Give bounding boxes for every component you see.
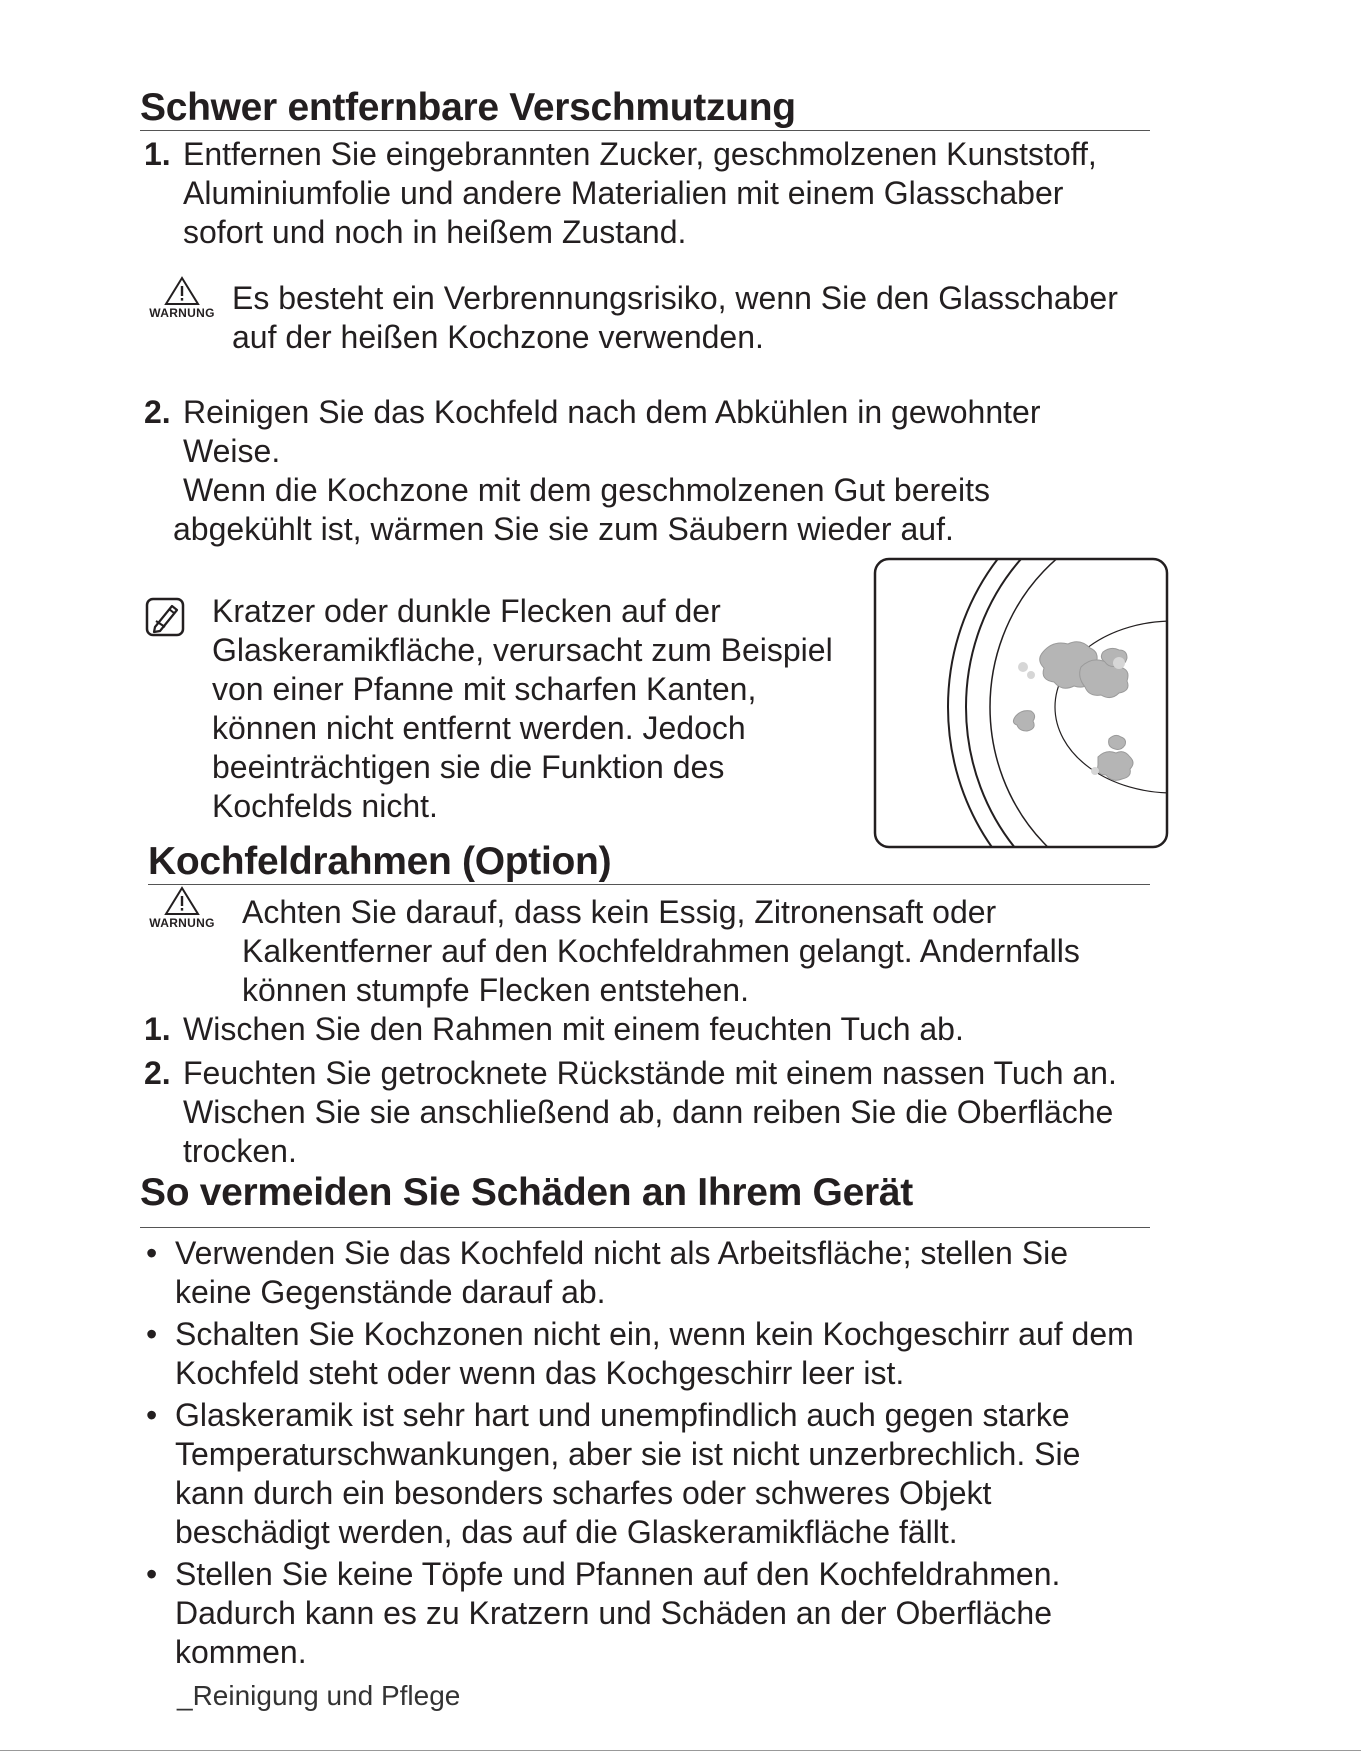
bullet-text-line: Verwenden Sie das Kochfeld nicht als Arbeitsfläche; stellen Sie: [175, 1235, 1068, 1271]
step-text-line: Aluminiumfolie und andere Materialien mit einem Glasschaber: [183, 175, 1064, 211]
section-rule: [140, 130, 1150, 131]
bullet-text-line: Stellen Sie keine Töpfe und Pfannen auf den Kochfeldrahmen.: [175, 1556, 1061, 1592]
warning-text-line: auf der heißen Kochzone verwenden.: [232, 319, 764, 355]
warning-triangle-icon: [142, 276, 222, 326]
step-text-line: Entfernen Sie eingebrannten Zucker, geschmolzenen Kunststoff,: [183, 136, 1097, 172]
page-footer: _Reinigung und Pflege: [177, 1680, 461, 1711]
note-text-line: Kratzer oder dunkle Flecken auf der: [212, 593, 721, 629]
warning-text-line: können stumpfe Flecken entstehen.: [242, 972, 749, 1008]
bullet-text-line: kommen.: [175, 1634, 307, 1670]
section-title: Kochfeldrahmen (Option): [148, 840, 612, 883]
bullet-text-line: Glaskeramik ist sehr hart und unempfindlich auch gegen starke: [175, 1397, 1070, 1433]
page-bottom-rule: [0, 1750, 1361, 1751]
warning-label: WARNUNG: [149, 306, 215, 320]
bullet-marker: •: [146, 1556, 158, 1592]
warning-triangle-icon: [142, 886, 222, 936]
step-text-line: abgekühlt ist, wärmen Sie sie zum Säubern wieder auf.: [173, 511, 954, 547]
bullet-text-line: Temperaturschwankungen, aber sie ist nicht unzerbrechlich. Sie: [175, 1436, 1081, 1472]
note-text-line: beeinträchtigen sie die Funktion des: [212, 749, 725, 785]
warning-text-line: Kalkentferner auf den Kochfeldrahmen gelangt. Andernfalls: [242, 933, 1080, 969]
section-title: So vermeiden Sie Schäden an Ihrem Gerät: [140, 1171, 913, 1214]
step-text-line: Reinigen Sie das Kochfeld nach dem Abkühlen in gewohnter: [183, 394, 1041, 430]
step-text-line: Wischen Sie sie anschließend ab, dann reiben Sie die Oberfläche: [183, 1094, 1114, 1130]
bullet-text-line: kann durch ein besonders scharfes oder schweres Objekt: [175, 1475, 992, 1511]
step-text-line: trocken.: [183, 1133, 297, 1169]
step-number: 2.: [144, 394, 171, 430]
step-text-line: Wenn die Kochzone mit dem geschmolzenen Gut bereits: [183, 472, 990, 508]
bullet-text-line: Schalten Sie Kochzonen nicht ein, wenn kein Kochgeschirr auf dem: [175, 1316, 1134, 1352]
cooktop-stains-illustration: [873, 557, 1169, 849]
bullet-marker: •: [146, 1397, 158, 1433]
section-rule: [140, 1227, 1150, 1228]
bullet-marker: •: [146, 1235, 158, 1271]
note-text-line: von einer Pfanne mit scharfen Kanten,: [212, 671, 757, 707]
bullet-marker: •: [146, 1316, 158, 1352]
warning-text-line: Es besteht ein Verbrennungsrisiko, wenn Sie den Glasschaber: [232, 280, 1118, 316]
note-text-line: können nicht entfernt werden. Jedoch: [212, 710, 746, 746]
step-number: 1.: [144, 136, 171, 172]
note-text-line: Glaskeramikfläche, verursacht zum Beispiel: [212, 632, 833, 668]
step-text-line: Wischen Sie den Rahmen mit einem feuchten Tuch ab.: [183, 1011, 964, 1047]
step-text-line: Feuchten Sie getrocknete Rückstände mit einem nassen Tuch an.: [183, 1055, 1117, 1091]
section-title: Schwer entfernbare Verschmutzung: [140, 86, 796, 129]
bullet-text-line: Dadurch kann es zu Kratzern und Schäden an der Oberfläche: [175, 1595, 1052, 1631]
note-text-line: Kochfelds nicht.: [212, 788, 438, 824]
step-number: 2.: [144, 1055, 171, 1091]
step-text-line: sofort und noch in heißem Zustand.: [183, 214, 687, 250]
bullet-text-line: Kochfeld steht oder wenn das Kochgeschirr leer ist.: [175, 1355, 905, 1391]
bullet-text-line: keine Gegenstände darauf ab.: [175, 1274, 606, 1310]
section-rule: [148, 884, 1150, 885]
note-pencil-icon: [145, 597, 185, 637]
step-text-line: Weise.: [183, 433, 281, 469]
warning-text-line: Achten Sie darauf, dass kein Essig, Zitronensaft oder: [242, 894, 997, 930]
bullet-text-line: beschädigt werden, das auf die Glaskeramikfläche fällt.: [175, 1514, 958, 1550]
step-number: 1.: [144, 1011, 171, 1047]
warning-label: WARNUNG: [149, 916, 215, 930]
